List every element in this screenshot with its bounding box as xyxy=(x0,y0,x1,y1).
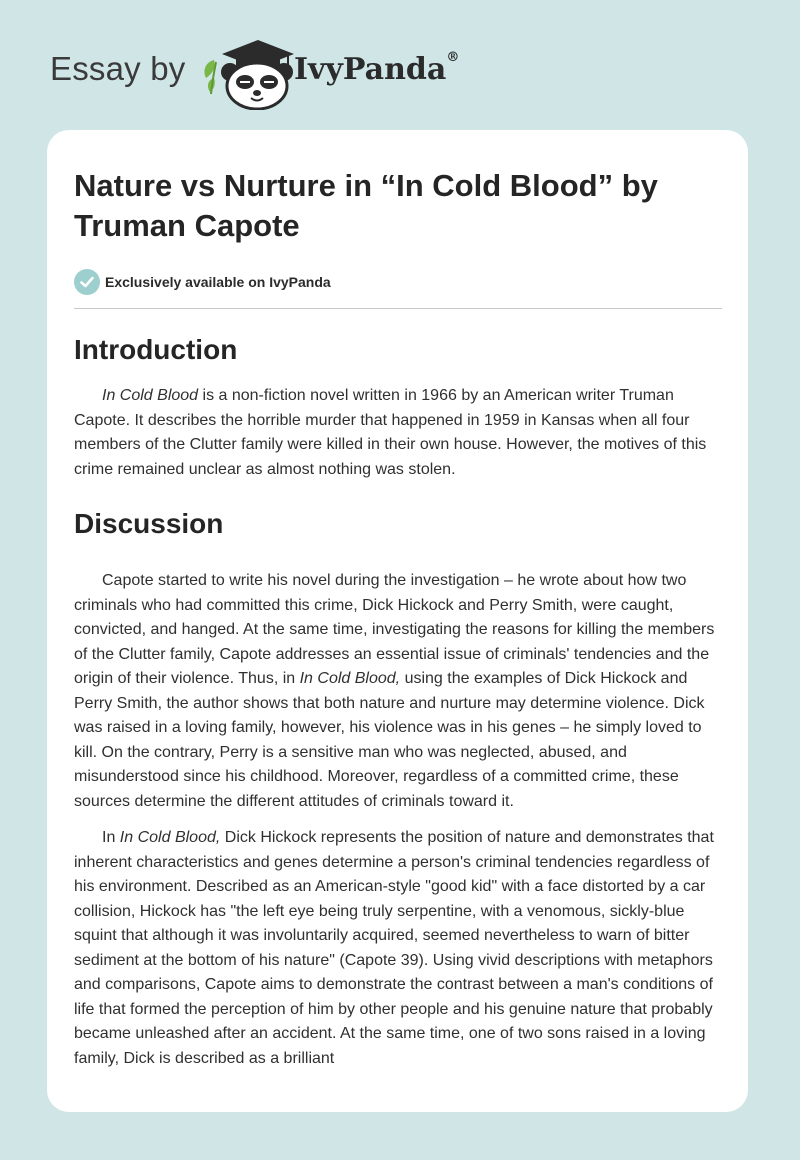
paragraph: In In Cold Blood, Dick Hickock represents the position of nature and demonstrates that inherent characteristics and genes determine a person's criminal tendencies regardless of his environment. Described as an American-style "good kid" with a face distorted by a car collision, Hickock has "the left eye being truly serpentine, with a venomous, sickly-blue squint that although it was involuntarily acquired, seemed nevertheless to warn of bitter sediment at the bottom of his nature" (Capote 39). Using vivid descriptions with metaphors and comparisons, Capote aims to demonstrate the contrast between a man's conditions of life that formed the perception of him by other people and his genuine nature that probably became unleashed after an accident. At the same time, one of two sons raised in a loving family, Dick is described as a brilliant xyxy=(74,829,714,1067)
paragraph: In Cold Blood is a non-fiction novel written in 1966 by an American writer Truman Capote. It describes the horrible murder that happened in 1959 in Kansas when all four members of the Clutter family were killed in their own house. However, the motives of this crime remained unclear as almost nothing was stolen. xyxy=(74,387,707,478)
brand-name[interactable]: IvyPanda® xyxy=(294,50,460,87)
paragraph: Capote started to write his novel during the investigation – he wrote about how two criminals who had committed this crime, Dick Hickock and Perry Smith, were caught, convicted, and hanged. At the same time, investigating the reasons for killing the members of the Clutter family, Capote addresses an essential issue of criminals' tendencies and the origin of their violence. Thus, in In Cold Blood, using the examples of Dick Hickock and Perry Smith, the author shows that both nature and nurture may determine violence. Dick was raised in a loving family, however, his violence was in his genes – he simply loved to kill. On the contrary, Perry is a sensitive man who was neglected, abused, and misunderstood since his childhood. Moreover, regardless of a committed crime, these sources determine the different attitudes of criminals toward it. xyxy=(74,572,715,810)
registered-mark: ® xyxy=(446,50,460,65)
site-header xyxy=(50,30,510,110)
book-title: In Cold Blood xyxy=(102,387,199,404)
book-title: In Cold Blood, xyxy=(299,670,401,687)
divider xyxy=(74,308,722,309)
essay-by-label: Essay by xyxy=(50,50,186,87)
check-circle-icon xyxy=(74,269,100,295)
badge-label: Exclusively available on IvyPanda xyxy=(105,274,331,290)
page-title: Nature vs Nurture in “In Cold Blood” by Truman Capote xyxy=(74,168,658,243)
exclusive-badge xyxy=(74,268,722,296)
panda-graduation-cap-icon[interactable] xyxy=(200,34,294,110)
section-heading-introduction: Introduction xyxy=(74,334,238,365)
book-title: In Cold Blood, xyxy=(119,829,221,846)
section-heading-discussion: Discussion xyxy=(74,508,224,539)
essay-card xyxy=(47,130,748,1112)
